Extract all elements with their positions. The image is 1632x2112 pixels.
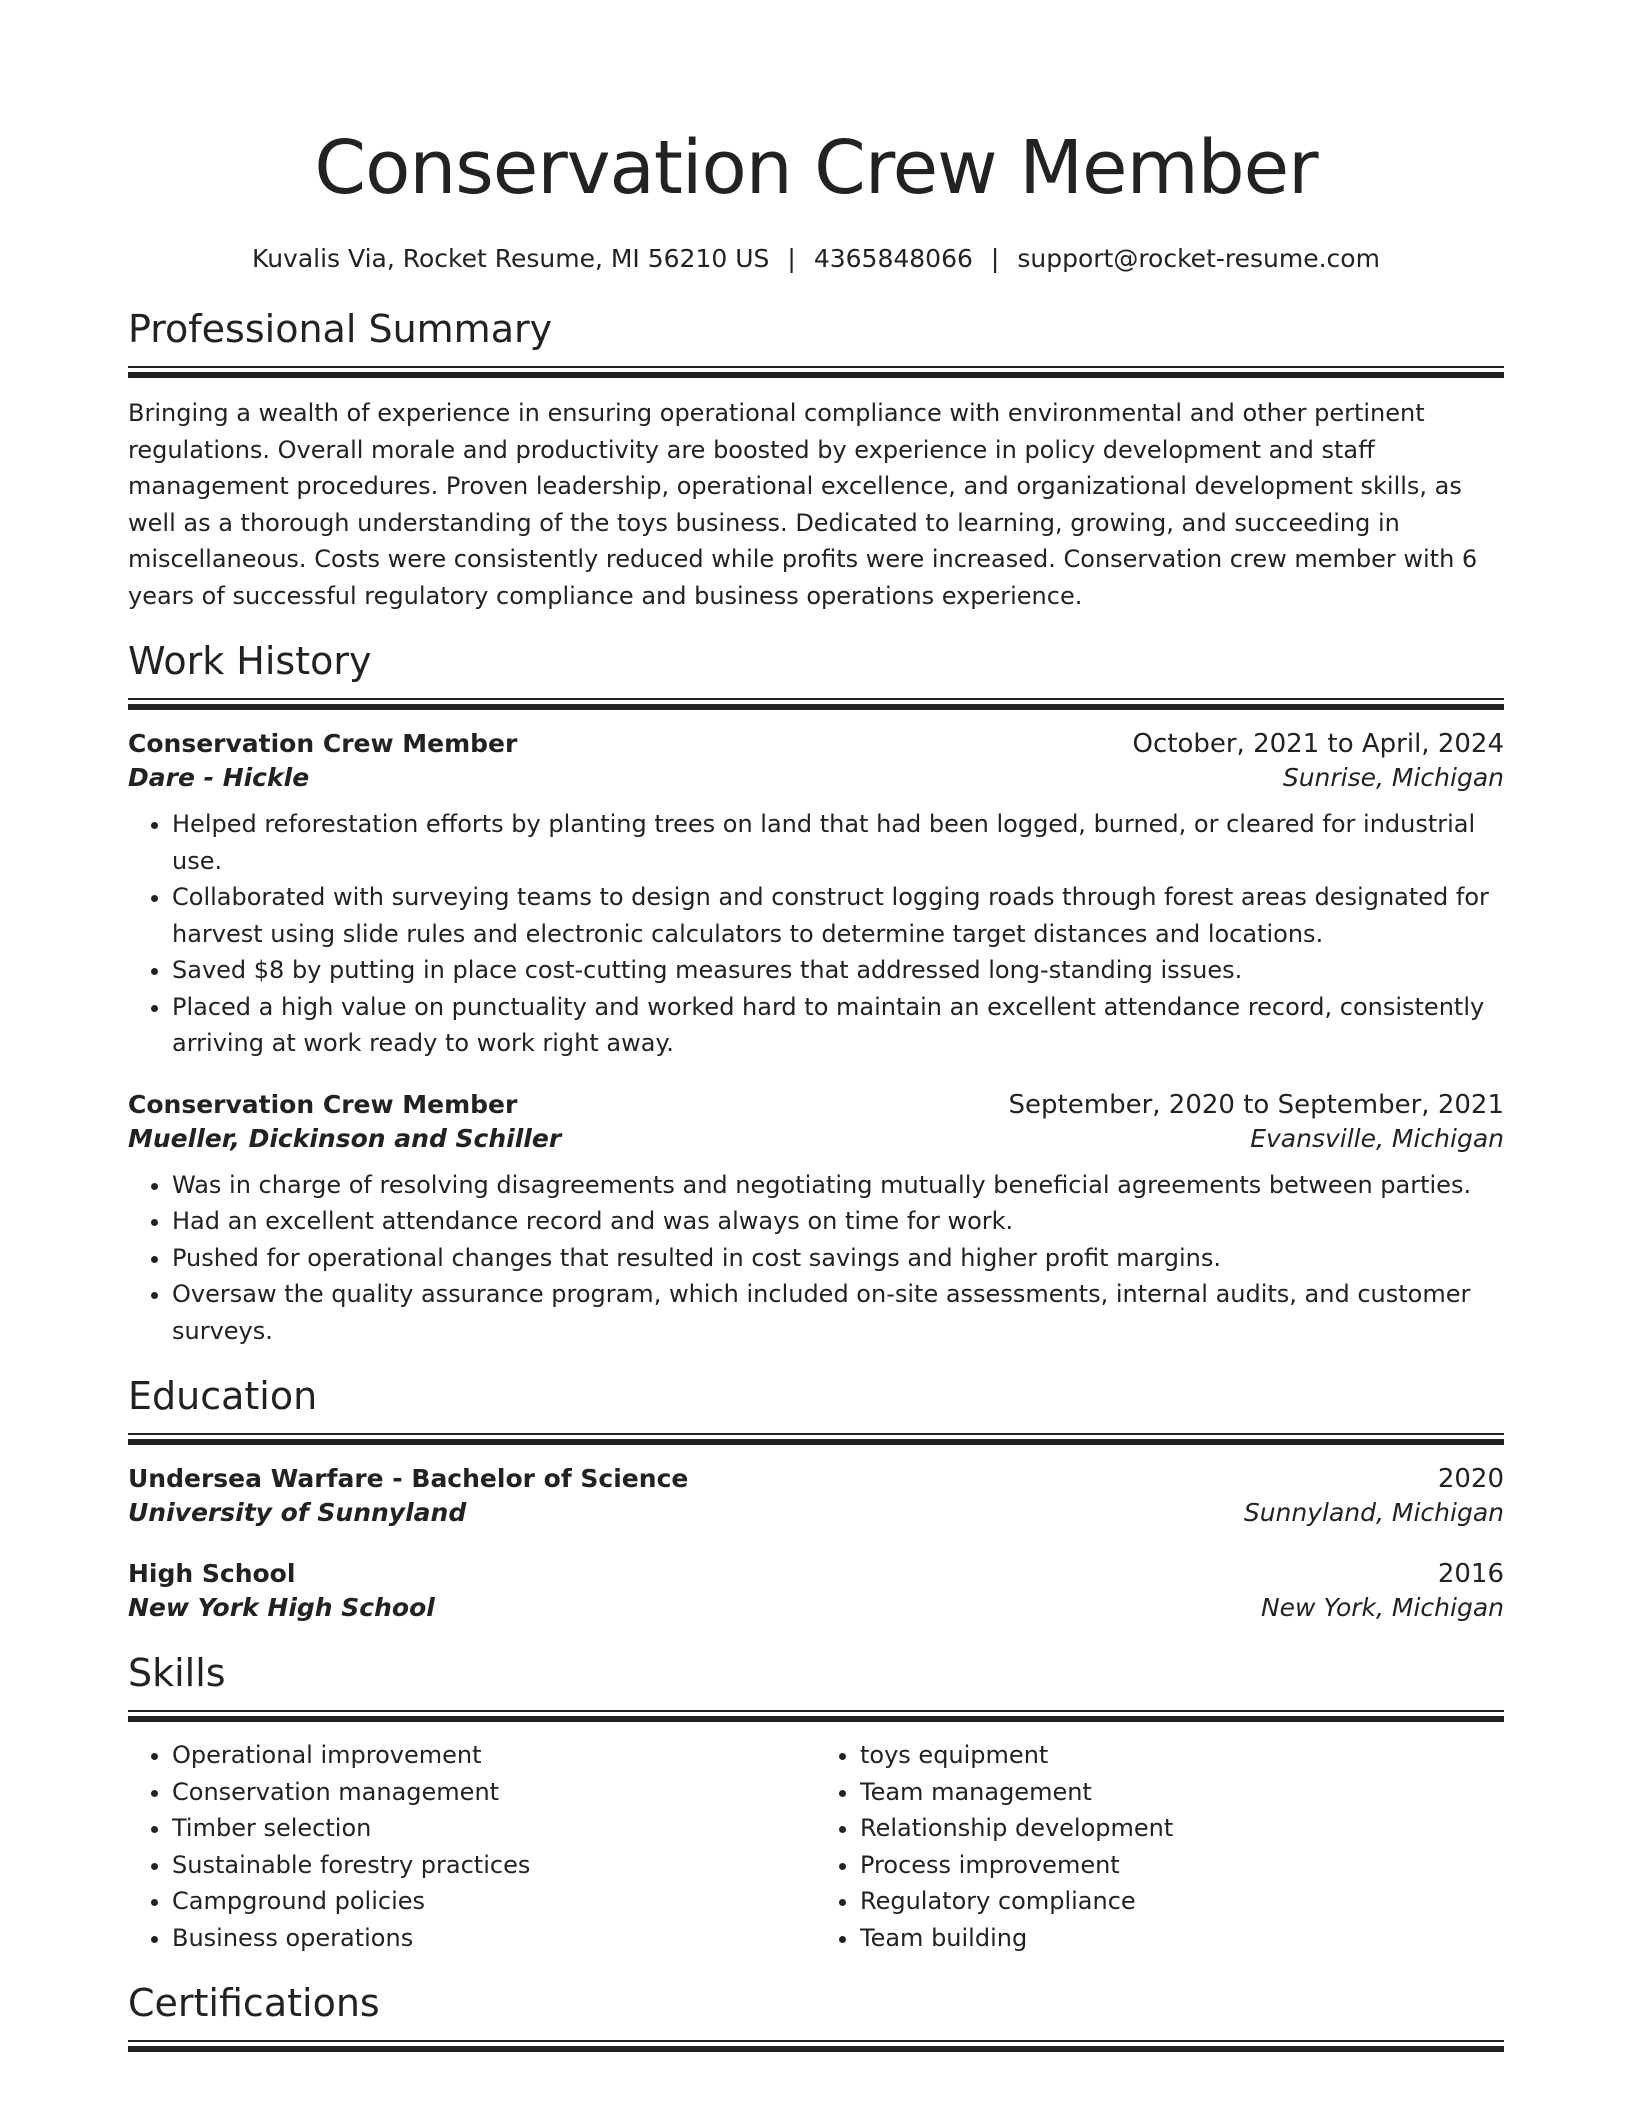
education-header-row — [128, 1464, 1504, 1494]
job-title: Conservation Crew Member — [128, 729, 518, 758]
section-divider — [128, 1433, 1504, 1444]
job-title: Conservation Crew Member — [128, 1089, 518, 1119]
list-item: • Saved $8 by putting in place cost-cutting measures that addressed long-standing issues. — [172, 952, 1504, 989]
list-item: • Relationship development — [860, 1810, 1504, 1847]
list-item: • Placed a high value on punctuality and worked hard to maintain an excellent attendance record, consistently arriving at work ready to work right away. — [172, 989, 1504, 1062]
list-item: • Operational improvement — [172, 1737, 816, 1774]
section-divider — [128, 1710, 1504, 1721]
list-item: • Campground policies — [172, 1883, 816, 1920]
list-item: • Timber selection — [172, 1810, 816, 1847]
contact-separator: | — [990, 244, 1000, 273]
contact-phone: 4365848066 — [813, 244, 973, 273]
list-item: • Regulatory compliance — [860, 1883, 1504, 1920]
list-item: • Pushed for operational changes that resulted in cost savings and higher profit margins. — [172, 1240, 1504, 1277]
contact-separator: | — [787, 244, 796, 273]
education-header-row — [128, 1559, 1504, 1589]
education-location: Sunnyland, Michigan — [1243, 1498, 1504, 1527]
summary-text: Bringing a wealth of experience in ensuring operational compliance with environmental and other pertinent regulations. Overall morale and productivity are boosted by experience in policy development and staff management procedures. Proven leadership, operational excellence, and organizational development skills, as well as a thorough understanding of the toys business. Dedicated to learning, growing, and succeeding in miscellaneous. Costs were consistently reduced while profits were increased. Conservation crew member with 6 years of successful regulatory compliance and business operations experience. — [128, 399, 1478, 610]
summary-section — [128, 304, 1504, 614]
education-subheader-row — [128, 1593, 1504, 1622]
education-year: 2020 — [1437, 1464, 1504, 1494]
job-entry — [128, 729, 1504, 1062]
candidate-name: Conservation Crew Member — [314, 125, 1318, 211]
job-header-row — [128, 729, 1504, 759]
section-divider — [128, 698, 1504, 709]
job-subheader-row — [128, 763, 1504, 792]
job-employer: Mueller, Dickinson and Schiller — [128, 1123, 562, 1153]
contact-line — [128, 242, 1504, 276]
job-employer: Dare - Hickle — [128, 763, 310, 792]
section-title-work-history: Work History — [128, 639, 372, 683]
contact-address: Kuvalis Via, Rocket Resume, MI 56210 US — [252, 244, 770, 273]
contact-email: support@rocket-resume.com — [1017, 244, 1380, 273]
work-history-section — [128, 636, 1504, 1349]
section-title-certifications: Certifications — [128, 1981, 380, 2025]
job-bullets — [128, 806, 1504, 1062]
skills-section — [128, 1648, 1504, 1956]
list-item: • Sustainable forestry practices — [172, 1847, 816, 1884]
list-item: • Helped reforestation efforts by planting trees on land that had been logged, burned, or cleared for industrial use. — [172, 806, 1504, 879]
education-location: New York, Michigan — [1260, 1593, 1504, 1622]
job-header-row — [128, 1090, 1504, 1120]
list-item: • Had an excellent attendance record and was always on time for work. — [172, 1203, 1504, 1240]
job-bullets — [128, 1167, 1504, 1350]
section-title-education: Education — [128, 1374, 318, 1418]
list-item: • Collaborated with surveying teams to design and construct logging roads through forest areas designated for harvest using slide rules and electronic calculators to determine target distances and locations. — [172, 879, 1504, 952]
skills-list-right — [816, 1737, 1504, 1956]
certifications-section — [128, 1978, 1504, 2051]
list-item: • Conservation management — [172, 1774, 816, 1811]
section-title-summary: Professional Summary — [128, 307, 553, 351]
job-dates: September, 2020 to September, 2021 — [1008, 1089, 1504, 1120]
education-school: New York High School — [128, 1593, 435, 1622]
list-item: • Team building — [860, 1920, 1504, 1957]
list-item: • Was in charge of resolving disagreements and negotiating mutually beneficial agreements between parties. — [172, 1167, 1504, 1204]
list-item: • Business operations — [172, 1920, 816, 1957]
education-section — [128, 1371, 1504, 1622]
education-subheader-row — [128, 1498, 1504, 1527]
education-school: University of Sunnyland — [128, 1498, 467, 1527]
education-degree: High School — [128, 1559, 296, 1588]
education-degree: Undersea Warfare - Bachelor of Science — [128, 1464, 689, 1493]
job-location: Evansville, Michigan — [1250, 1123, 1504, 1153]
list-item: • Oversaw the quality assurance program, which included on-site assessments, internal audits, and customer surveys. — [172, 1276, 1504, 1349]
section-title-skills: Skills — [128, 1651, 226, 1695]
list-item: • Process improvement — [860, 1847, 1504, 1884]
education-entry — [128, 1559, 1504, 1622]
section-divider — [128, 366, 1504, 377]
skills-list-left — [128, 1737, 816, 1956]
education-entry — [128, 1464, 1504, 1527]
job-subheader-row — [128, 1124, 1504, 1153]
section-divider — [128, 2040, 1504, 2051]
job-dates: October, 2021 to April, 2024 — [1132, 729, 1504, 759]
list-item: • Team management — [860, 1774, 1504, 1811]
skills-columns — [128, 1737, 1504, 1956]
list-item: • toys equipment — [860, 1737, 1504, 1774]
education-year: 2016 — [1437, 1559, 1504, 1589]
job-entry — [128, 1090, 1504, 1350]
job-location: Sunrise, Michigan — [1282, 763, 1504, 792]
